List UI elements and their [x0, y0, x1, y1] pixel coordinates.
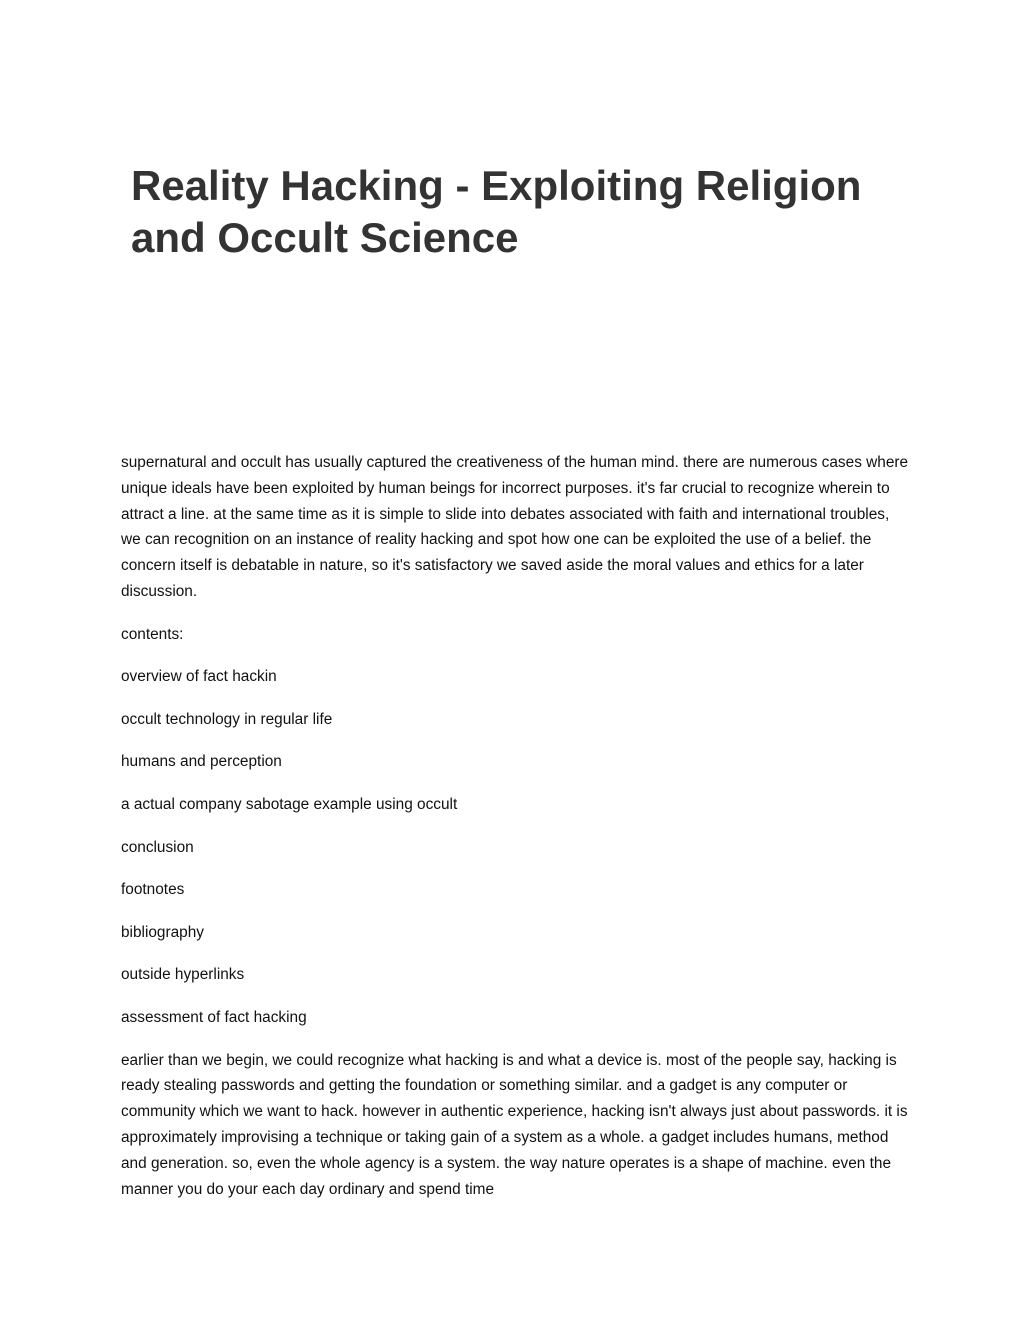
contents-item: assessment of fact hacking [121, 1008, 307, 1026]
section-paragraph: earlier than we begin, we could recognize what hacking is and what a device is. most of the people say, hacking is ready stealing passwords and getting the foundation or something similar. and a gadget is any computer or community which we want to hack. however in authentic experience, hacking isn't always just about passwords. it is approximately improvising a technique or taking gain of a system as a whole. a gadget includes humans, method and generation. so, even the whole agency is a system. the way nature operates is a shape of machine. even the manner you do your each day ordinary and spend time [121, 1051, 908, 1198]
contents-item: a actual company sabotage example using occult [121, 795, 458, 813]
contents-item: overview of fact hackin [121, 668, 277, 686]
contents-item: bibliography [121, 923, 204, 941]
document-body [121, 450, 911, 1219]
document-title: Reality Hacking - Exploiting Religion and Occult Science [131, 162, 862, 261]
contents-list [121, 664, 911, 1031]
contents-item: conclusion [121, 838, 194, 856]
intro-paragraph: supernatural and occult has usually captured the creativeness of the human mind. there are numerous cases where unique ideals have been exploited by human beings for incorrect purposes. it's far crucial to recognize wherein to attract a line. at the same time as it is simple to slide into debates associated with faith and international troubles, we can recognition on an instance of reality hacking and spot how one can be exploited the use of a belief. the concern itself is debatable in nature, so it's satisfactory we saved aside the moral values and ethics for a later discussion. [121, 454, 909, 600]
contents-item: humans and perception [121, 753, 282, 771]
contents-item: outside hyperlinks [121, 966, 245, 984]
contents-item: footnotes [121, 881, 185, 899]
contents-item: occult technology in regular life [121, 710, 333, 728]
contents-label: contents: [121, 625, 184, 643]
